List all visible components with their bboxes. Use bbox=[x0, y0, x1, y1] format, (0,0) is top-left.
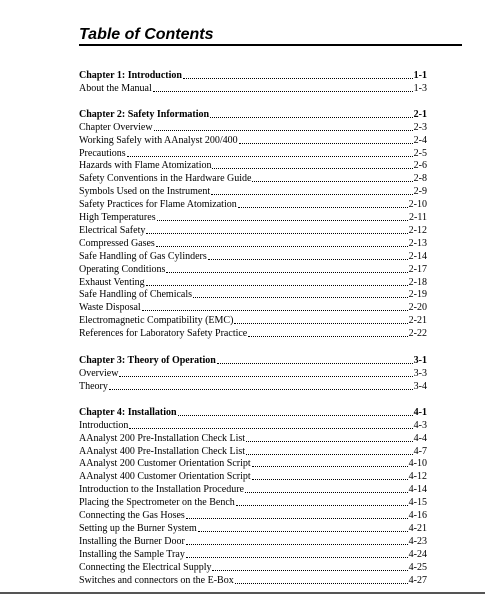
toc-entry-title: Safety Practices for Flame Atomization bbox=[79, 199, 237, 211]
toc-entry-page: 3-1 bbox=[413, 354, 427, 366]
toc-entry-title: Operating Conditions bbox=[79, 263, 166, 275]
dot-leader bbox=[212, 570, 407, 571]
toc-entry-page: 4-3 bbox=[413, 419, 427, 431]
toc-chapter-entry bbox=[79, 69, 427, 82]
toc-entry-title: Switches and connectors on the E-Box bbox=[79, 574, 234, 586]
toc-entry-page: 4-16 bbox=[408, 510, 427, 522]
toc-entry-title: Waste Disposal bbox=[79, 302, 141, 314]
dot-leader bbox=[208, 259, 408, 260]
toc-entry-title: Hazards with Flame Atomization bbox=[79, 160, 212, 172]
toc-entry bbox=[79, 496, 427, 509]
toc-entry-page: 2-18 bbox=[408, 276, 427, 288]
toc-entry bbox=[79, 237, 427, 250]
dot-leader bbox=[154, 130, 413, 131]
toc-entry-page: 2-8 bbox=[413, 173, 427, 185]
toc-entry-title: Chapter 2: Safety Information bbox=[79, 108, 210, 120]
toc-entry-title: Connecting the Electrical Supply bbox=[79, 561, 212, 573]
toc-entry-title: Compressed Gases bbox=[79, 237, 155, 249]
dot-leader bbox=[142, 310, 408, 311]
dot-leader bbox=[246, 454, 413, 455]
toc-entry-title: High Temperatures bbox=[79, 212, 156, 224]
toc-entry-title: Safe Handling of Gas Cylinders bbox=[79, 250, 207, 262]
dot-leader bbox=[252, 181, 412, 182]
toc-entry-title: Electrical Safety bbox=[79, 224, 146, 236]
toc-entry-title: Installing the Burner Door bbox=[79, 535, 185, 547]
toc-entry-title: AAnalyst 400 Pre-Installation Check List bbox=[79, 445, 246, 457]
toc-entry-title: Precautions bbox=[79, 147, 126, 159]
toc-chapter-entry bbox=[79, 354, 427, 367]
toc-entry bbox=[79, 535, 427, 548]
toc-entry bbox=[79, 522, 427, 535]
toc-entry-page: 4-7 bbox=[413, 445, 427, 457]
dot-leader bbox=[211, 194, 413, 195]
toc-entry-title: Theory bbox=[79, 380, 108, 392]
dot-leader bbox=[153, 91, 413, 92]
toc-entry-title: AAnalyst 200 Pre-Installation Check List bbox=[79, 432, 246, 444]
toc-entry bbox=[79, 263, 427, 276]
toc-entry-page: 4-10 bbox=[408, 458, 427, 470]
toc-entry-page: 2-21 bbox=[408, 315, 427, 327]
toc-entry-page: 4-15 bbox=[408, 497, 427, 509]
toc-entry-title: Electromagnetic Compatibility (EMC) bbox=[79, 315, 234, 327]
toc-entry bbox=[79, 224, 427, 237]
toc-entry bbox=[79, 211, 427, 224]
dot-leader bbox=[183, 78, 413, 79]
dot-leader bbox=[146, 233, 407, 234]
toc-entry-page: 2-9 bbox=[413, 186, 427, 198]
toc-entry-title: Chapter 3: Theory of Operation bbox=[79, 354, 216, 366]
toc-entry-title: Chapter 4: Installation bbox=[79, 406, 177, 418]
toc-entry bbox=[79, 198, 427, 211]
toc-entry-page: 4-4 bbox=[413, 432, 427, 444]
dot-leader bbox=[236, 505, 408, 506]
toc-entry-page: 4-12 bbox=[408, 471, 427, 483]
toc-entry-page: 1-1 bbox=[413, 69, 427, 81]
dot-leader bbox=[235, 583, 408, 584]
toc-entry-page: 4-25 bbox=[408, 561, 427, 573]
toc-entry bbox=[79, 458, 427, 471]
dot-leader bbox=[245, 492, 408, 493]
toc-entry bbox=[79, 561, 427, 574]
dot-leader bbox=[198, 531, 408, 532]
page-title: Table of Contents bbox=[79, 26, 214, 43]
toc-entry-page: 2-6 bbox=[413, 160, 427, 172]
toc-entry bbox=[79, 82, 427, 95]
toc-entry-page: 2-1 bbox=[413, 108, 427, 120]
dot-leader bbox=[212, 168, 412, 169]
toc-entry-title: Introduction bbox=[79, 419, 129, 431]
toc-entry bbox=[79, 276, 427, 289]
toc-entry-page: 4-23 bbox=[408, 535, 427, 547]
toc-entry-title: AAnalyst 400 Customer Orientation Script bbox=[79, 471, 251, 483]
dot-leader bbox=[119, 376, 412, 377]
dot-leader bbox=[239, 143, 413, 144]
dot-leader bbox=[156, 246, 408, 247]
toc-entry bbox=[79, 289, 427, 302]
dot-leader bbox=[166, 272, 407, 273]
toc-entry-title: Placing the Spectrometer on the Bench bbox=[79, 497, 235, 509]
dot-leader bbox=[146, 285, 408, 286]
toc-entry bbox=[79, 302, 427, 315]
toc-entry bbox=[79, 471, 427, 484]
toc-entry bbox=[79, 548, 427, 561]
toc-entry-page: 4-24 bbox=[408, 548, 427, 560]
toc-entry-page: 4-27 bbox=[408, 574, 427, 586]
toc-entry-title: Symbols Used on the Instrument bbox=[79, 186, 211, 198]
toc-entry bbox=[79, 173, 427, 186]
toc-entry-page: 2-4 bbox=[413, 134, 427, 146]
dot-leader bbox=[234, 323, 407, 324]
dot-leader bbox=[210, 117, 413, 118]
toc-entry-page: 4-1 bbox=[413, 406, 427, 418]
toc-entry-page: 2-12 bbox=[408, 224, 427, 236]
toc-entry-title: Installing the Sample Tray bbox=[79, 548, 185, 560]
toc-entry bbox=[79, 314, 427, 327]
toc-entry-page: 2-14 bbox=[408, 250, 427, 262]
toc-entry-title: About the Manual bbox=[79, 82, 152, 94]
dot-leader bbox=[186, 544, 408, 545]
dot-leader bbox=[217, 363, 413, 364]
toc-entry-page: 2-10 bbox=[408, 199, 427, 211]
toc-entry-page: 3-4 bbox=[413, 380, 427, 392]
toc-entry-title: Chapter 1: Introduction bbox=[79, 69, 182, 81]
toc-entry bbox=[79, 509, 427, 522]
toc-entry-title: Exhaust Venting bbox=[79, 276, 145, 288]
dot-leader bbox=[193, 297, 408, 298]
toc-entry-title: Working Safely with AAnalyst 200/400 bbox=[79, 134, 238, 146]
toc-entry-title: References for Laboratory Safety Practice bbox=[79, 328, 248, 340]
toc-entry-title: Setting up the Burner System bbox=[79, 522, 197, 534]
toc-entry-title: Safety Conventions in the Hardware Guide bbox=[79, 173, 252, 185]
toc-entry-page: 1-3 bbox=[413, 82, 427, 94]
toc-entry bbox=[79, 160, 427, 173]
toc-entry bbox=[79, 185, 427, 198]
dot-leader bbox=[248, 336, 407, 337]
toc-entry bbox=[79, 445, 427, 458]
toc-entry-page: 2-22 bbox=[408, 328, 427, 340]
toc-entry-page: 3-3 bbox=[413, 367, 427, 379]
toc-entry-page: 2-19 bbox=[408, 289, 427, 301]
toc-entry-title: AAnalyst 200 Customer Orientation Script bbox=[79, 458, 251, 470]
dot-leader bbox=[157, 220, 408, 221]
toc-entry-page: 2-17 bbox=[408, 263, 427, 275]
dot-leader bbox=[129, 428, 412, 429]
dot-leader bbox=[186, 557, 408, 558]
toc-chapter-entry bbox=[79, 406, 427, 419]
dot-leader bbox=[238, 207, 408, 208]
dot-leader bbox=[246, 441, 413, 442]
toc-entry-page: 2-13 bbox=[408, 237, 427, 249]
toc-entry-page: 4-14 bbox=[408, 484, 427, 496]
toc-entry-page: 2-5 bbox=[413, 147, 427, 159]
toc-entry-title: Chapter Overview bbox=[79, 121, 153, 133]
toc-entry bbox=[79, 250, 427, 263]
dot-leader bbox=[186, 518, 408, 519]
dot-leader bbox=[127, 156, 413, 157]
toc-entry bbox=[79, 147, 427, 160]
toc-entry-title: Safe Handling of Chemicals bbox=[79, 289, 193, 301]
toc-entry bbox=[79, 574, 427, 587]
toc-entry bbox=[79, 134, 427, 147]
toc-entry bbox=[79, 327, 427, 340]
dot-leader bbox=[252, 466, 408, 467]
toc-entry bbox=[79, 419, 427, 432]
dot-leader bbox=[252, 479, 408, 480]
title-rule bbox=[79, 44, 462, 46]
toc-entry-page: 4-21 bbox=[408, 522, 427, 534]
toc-entry-title: Connecting the Gas Hoses bbox=[79, 510, 185, 522]
toc-entry bbox=[79, 121, 427, 134]
toc-entry bbox=[79, 367, 427, 380]
toc-entry bbox=[79, 432, 427, 445]
toc-chapter-entry bbox=[79, 108, 427, 121]
toc-entry-page: 2-20 bbox=[408, 302, 427, 314]
toc-entry-page: 2-3 bbox=[413, 121, 427, 133]
toc-entry bbox=[79, 380, 427, 393]
toc-entry bbox=[79, 483, 427, 496]
dot-leader bbox=[109, 389, 413, 390]
toc-entry-title: Introduction to the Installation Procedure bbox=[79, 484, 244, 496]
dot-leader bbox=[178, 415, 413, 416]
toc-entry-page: 2-11 bbox=[409, 212, 427, 224]
toc-entry-title: Overview bbox=[79, 367, 119, 379]
